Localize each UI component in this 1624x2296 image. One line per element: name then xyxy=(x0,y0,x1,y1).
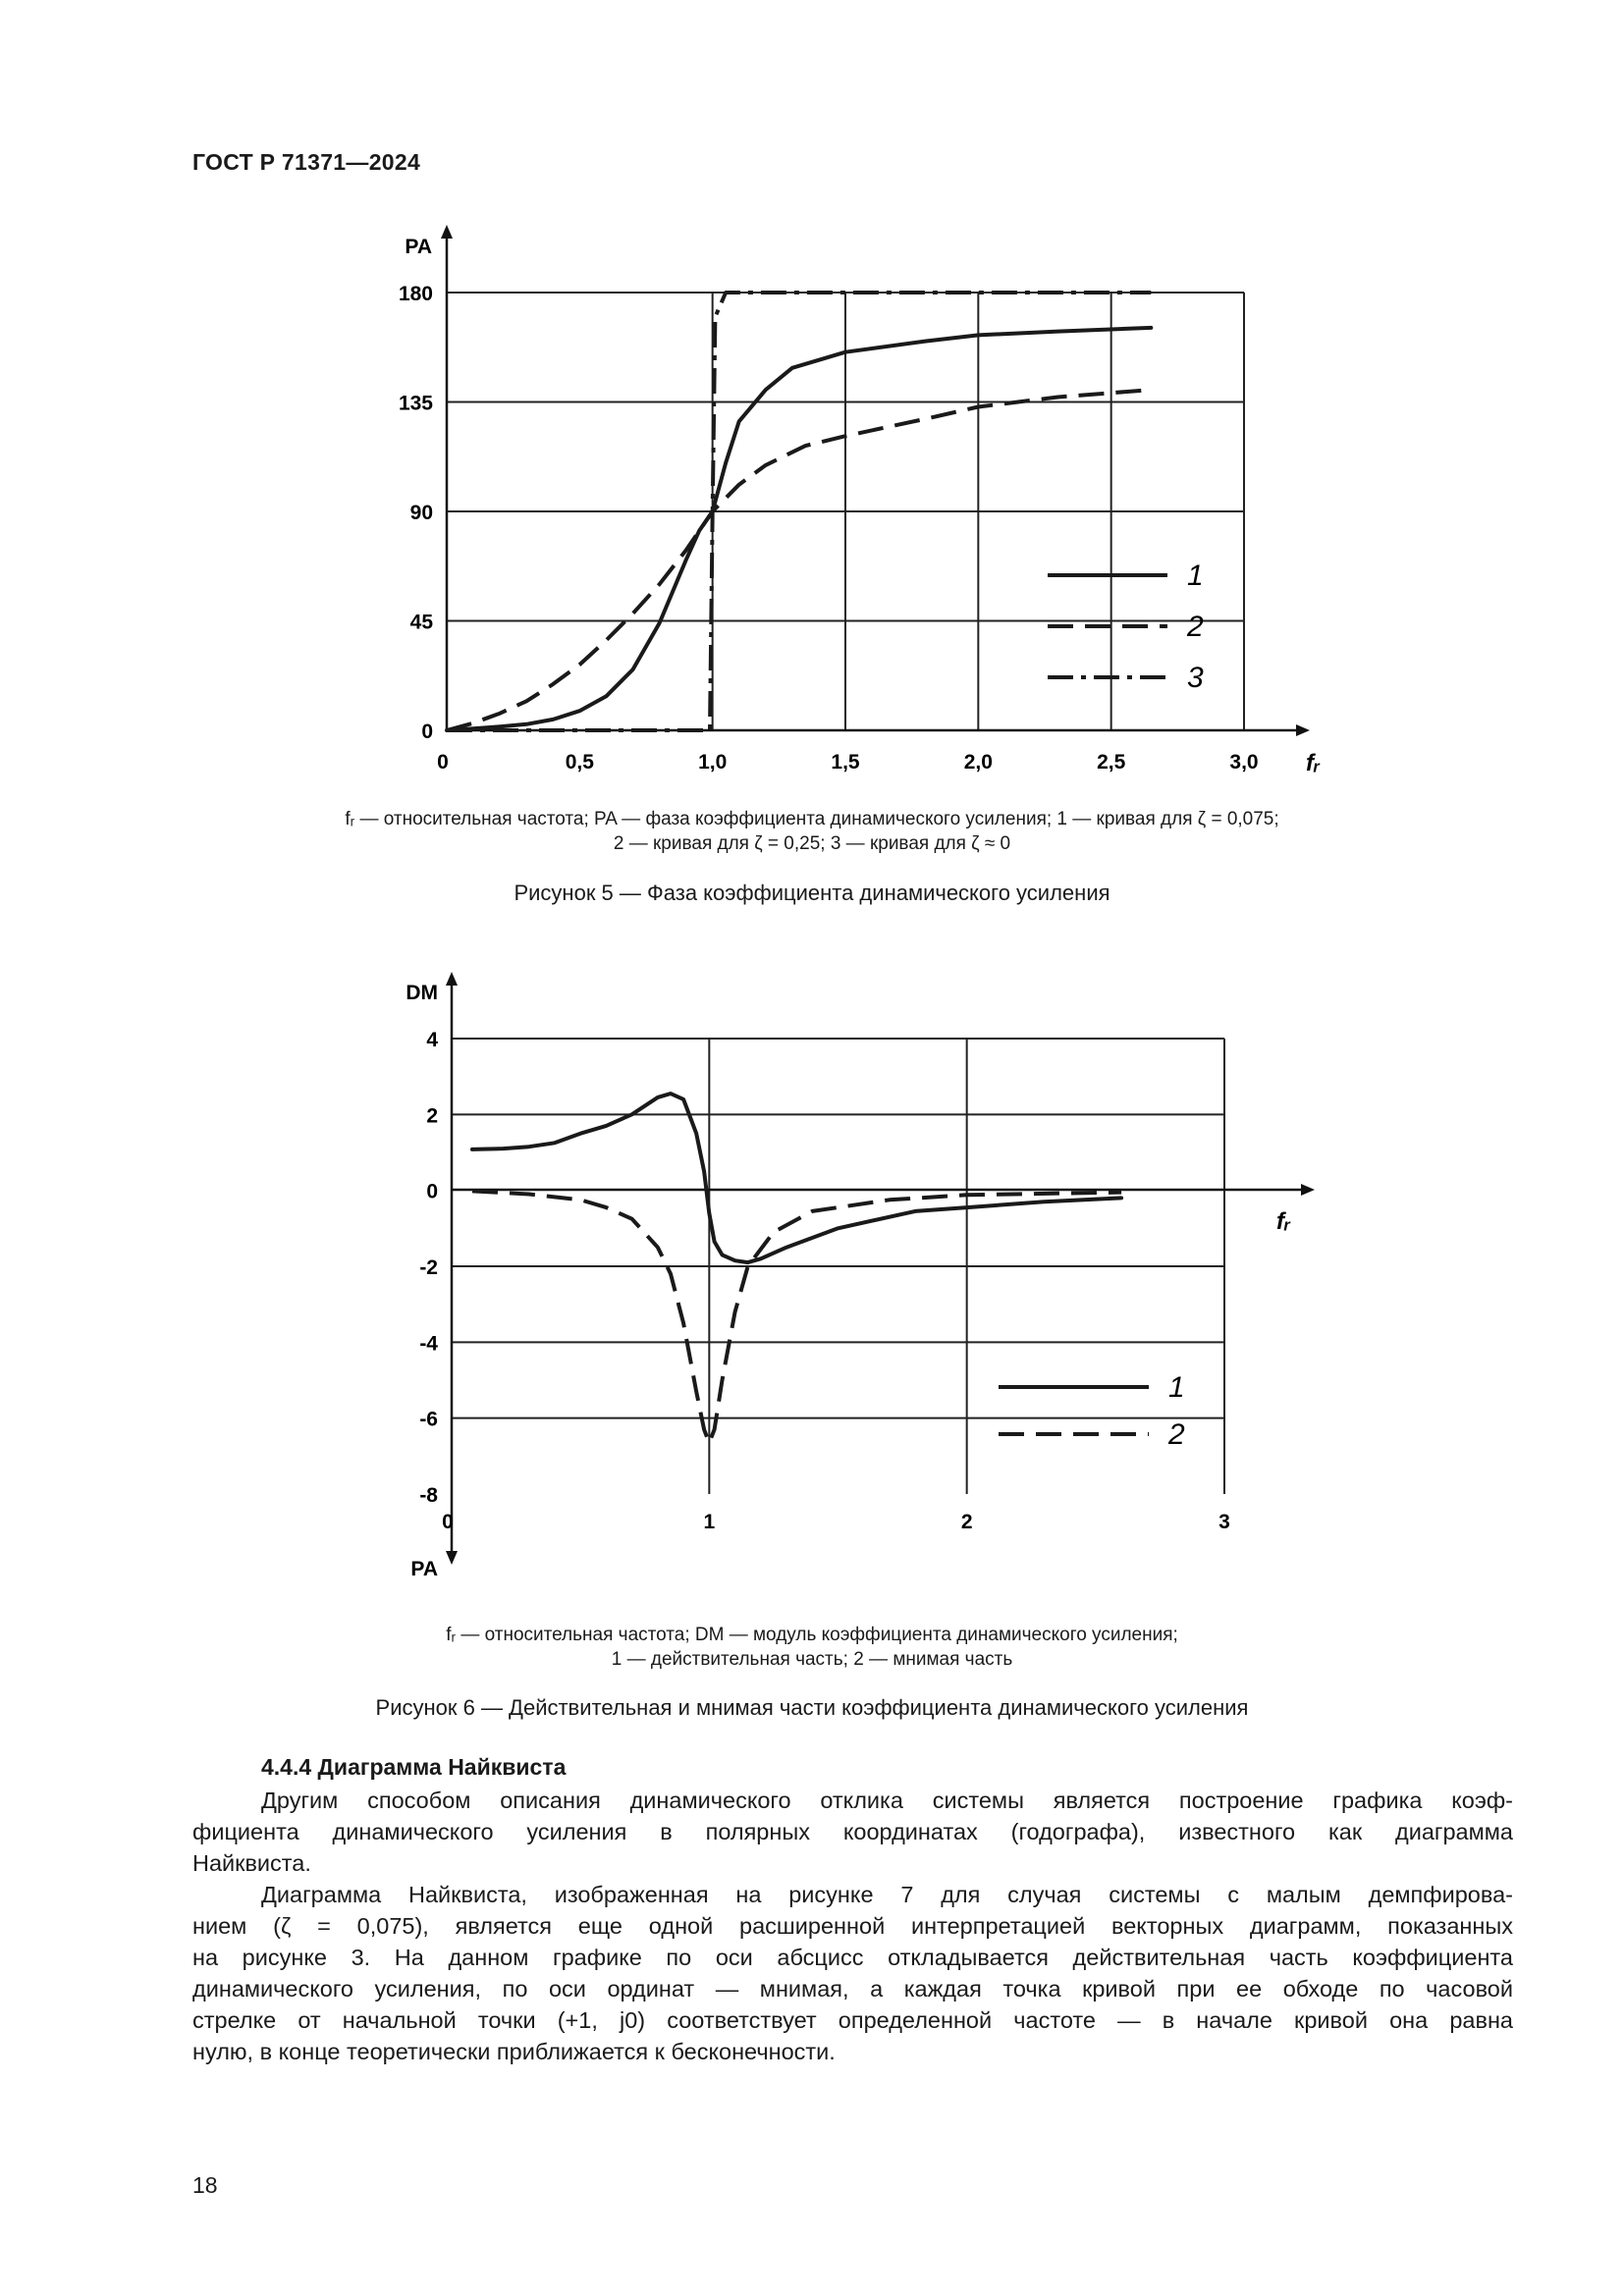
fig6-series-2 xyxy=(472,1191,1121,1442)
fig5-series-2 xyxy=(447,390,1151,730)
p1-line3: Найквиста. xyxy=(192,1850,311,1876)
fig6-legend-label-2: 2 xyxy=(1168,1418,1185,1451)
fig5-x-tick-label: 1,5 xyxy=(831,751,860,774)
figure-5-phase-chart xyxy=(0,0,1624,805)
figure-6-note-line1: fᵣ — относительная частота; DM — модуль коэффициента динамического усиления; xyxy=(446,1625,1178,1645)
fig6-y-tick-label: 4 xyxy=(426,1029,438,1051)
fig5-y-tick-label: 180 xyxy=(398,283,433,305)
figure-6-caption: Рисунок 6 — Действительная и мнимая части коэффициента динамического усиления xyxy=(375,1695,1249,1720)
figure-6-note xyxy=(0,1623,1624,1672)
figure-5-caption: Рисунок 5 — Фаза коэффициента динамического усиления xyxy=(514,881,1110,905)
fig6-series-1 xyxy=(472,1094,1121,1262)
fig6-y-axis-label-bottom: PA xyxy=(410,1558,438,1580)
fig6-x-tick-label: 2 xyxy=(960,1511,973,1533)
fig5-x-tick-label: 0 xyxy=(437,751,449,774)
fig6-y-tick-label: 2 xyxy=(426,1104,438,1128)
figure-5-note-line1: fᵣ — относительная частота; PA — фаза коэффициента динамического усиления; 1 — кривая для ζ = 0,075; xyxy=(345,809,1279,829)
fig5-y-arrow xyxy=(441,225,453,239)
fig5-x-axis-label: fᵣ xyxy=(1306,750,1321,776)
fig5-y-tick-label: 0 xyxy=(421,721,433,743)
figure-6-note-line2: 1 — действительная часть; 2 — мнимая часть xyxy=(611,1649,1013,1670)
fig5-y-axis-label: PA xyxy=(405,236,432,258)
p2-line4: динамического усиления, по оси ординат — мнимая, а каждая точка кривой при ее обходе по часовой xyxy=(192,1976,1513,2002)
fig6-y-tick-label: -2 xyxy=(419,1256,438,1279)
fig6-y-arrow-down xyxy=(446,1551,458,1565)
fig6-legend-label-1: 1 xyxy=(1168,1371,1185,1404)
p2-line1: Диаграмма Найквиста, изображенная на рисунке 7 для случая системы с малым демпфирова- xyxy=(261,1882,1513,1907)
fig5-y-tick-label: 90 xyxy=(409,502,433,524)
p2-line6: нулю, в конце теоретически приближается к бесконечности. xyxy=(192,2039,836,2064)
fig5-x-tick-label: 3,0 xyxy=(1229,751,1259,774)
fig6-x-tick-label: 1 xyxy=(703,1511,716,1533)
fig5-x-arrow xyxy=(1296,724,1310,736)
fig5-y-tick-label: 135 xyxy=(398,392,433,415)
section-title: 4.4.4 Диаграмма Найквиста xyxy=(261,1754,567,1780)
p1-line1: Другим способом описания динамического отклика системы является построение графика коэф- xyxy=(261,1788,1513,1813)
fig6-x-tick-label: 3 xyxy=(1218,1511,1230,1533)
paragraph-2 xyxy=(192,1879,1513,2067)
fig6-y-axis-label: DM xyxy=(406,982,438,1004)
document-header: ГОСТ Р 71371—2024 xyxy=(192,149,421,175)
fig6-x-tick-label: 0 xyxy=(442,1511,454,1533)
fig6-y-tick-label: -4 xyxy=(419,1332,438,1356)
figure-6-dm-chart xyxy=(0,942,1624,1590)
figure-5-note xyxy=(0,807,1624,856)
fig5-x-tick-label: 0,5 xyxy=(565,751,594,774)
figure-5-note-line2: 2 — кривая для ζ = 0,25; 3 — кривая для ζ ≈ 0 xyxy=(613,833,1011,854)
fig5-legend-label-1: 1 xyxy=(1187,560,1204,592)
paragraph-1 xyxy=(192,1785,1513,1879)
fig5-legend-label-3: 3 xyxy=(1187,662,1204,694)
p2-line2: нием (ζ = 0,075), является еще одной расширенной интерпретацией векторных диаграмм, показанных xyxy=(192,1913,1513,1939)
p1-line2: фициента динамического усиления в полярных координатах (годографа), известного как диаграмма xyxy=(192,1819,1513,1844)
fig5-series-1 xyxy=(447,328,1151,730)
fig6-x-arrow xyxy=(1301,1184,1315,1196)
fig5-x-tick-label: 1,0 xyxy=(698,751,728,774)
fig6-x-axis-label: fᵣ xyxy=(1276,1208,1291,1235)
fig5-x-tick-label: 2,0 xyxy=(963,751,993,774)
p2-line5: стрелке от начальной точки (+1, j0) соответствует определенной частоте — в начале кривой она равна xyxy=(192,2007,1513,2033)
fig6-y-tick-label: 0 xyxy=(426,1180,438,1203)
p2-line3: на рисунке 3. На данном графике по оси абсцисс откладывается действительная часть коэффициента xyxy=(192,1945,1513,1970)
fig5-y-tick-label: 45 xyxy=(409,611,433,634)
fig5-x-tick-label: 2,5 xyxy=(1097,751,1126,774)
fig6-y-arrow xyxy=(446,972,458,986)
fig6-y-tick-label: -6 xyxy=(419,1408,438,1431)
fig5-legend-label-2: 2 xyxy=(1187,611,1204,643)
page-number: 18 xyxy=(192,2172,218,2198)
fig6-y-tick-label: -8 xyxy=(419,1484,438,1507)
